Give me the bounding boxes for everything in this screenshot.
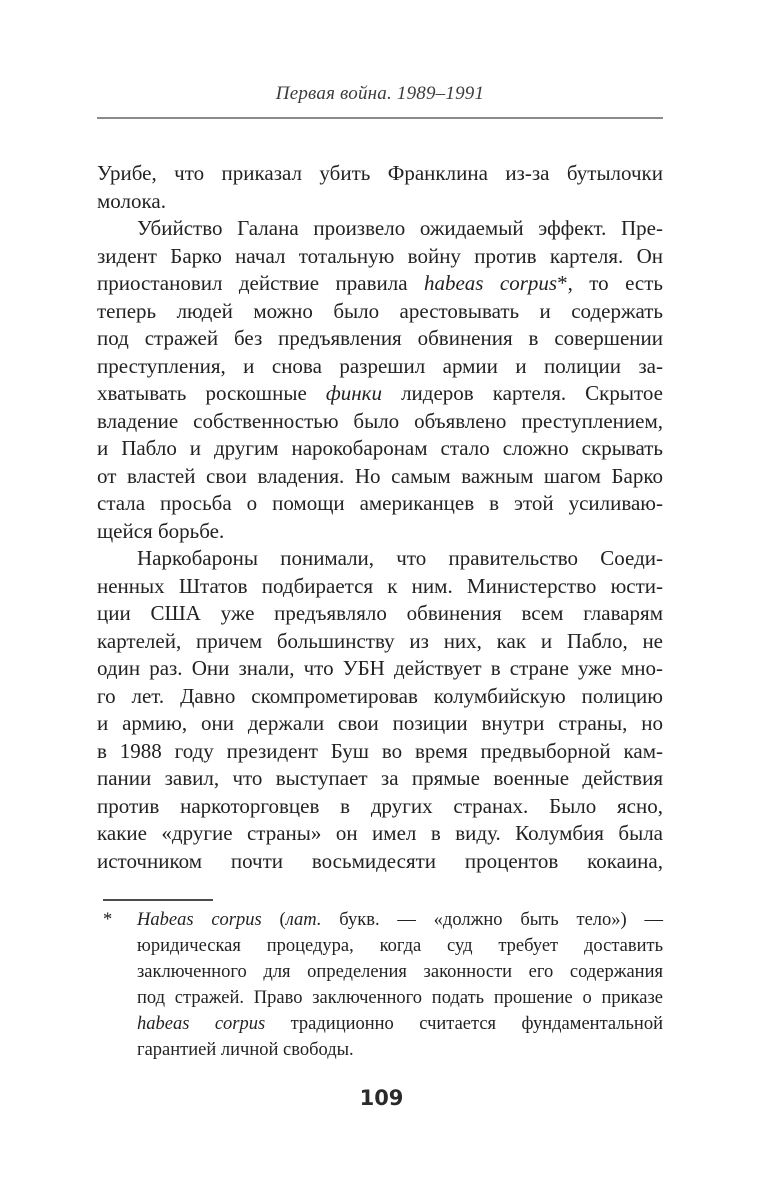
text-line: habeas corpus традиционно считается фундаментальной [137,1014,663,1034]
text-line: какие «другие страны» он имел в виду. Колумбия была [97,821,663,845]
text-line: приостановил действие правила habeas corpus*, то есть [97,271,663,295]
footnote-lines [97,907,663,1063]
text-line: ненных Штатов подбирается к ним. Министерство юсти- [97,573,663,598]
text-line: зидент Барко начал тотальную войну против картеля. Он [97,243,663,268]
text-line: гарантией личной свободы. [137,1040,354,1060]
text-line: в 1988 году президент Буш во время предвыборной кам- [97,738,663,763]
text-line: юридическая процедура, когда суд требует доставить [137,936,663,956]
text-line: один раз. Они знали, что УБН действует в стране уже мно- [97,656,663,680]
footnote [97,907,663,1063]
text-line: под стражей. Право заключенного подать прошение о приказе [137,988,663,1008]
text-line: картелей, причем большинству из них, как и Пабло, не [97,628,663,653]
text-line: го лет. Давно скомпрометировав колумбийскую полицию [97,683,663,708]
text-line: источником почти восьмидесяти процентов кокаина, [97,848,663,873]
page-number: 109 [359,1086,404,1110]
text-line: щейся борьбе. [97,518,225,543]
text-line: от властей свои владения. Но самым важным шагом Барко [97,463,663,488]
text-line: владение собственностью было объявлено преступлением, [97,408,663,433]
text-line: пании завил, что выступает за прямые военные действия [97,766,663,790]
text-line: ции США уже предъявляло обвинения всем главарям [97,601,663,625]
text-line: и армию, они держали свои позиции внутри страны, но [97,711,663,735]
header-rule [97,117,663,119]
text-line: стала просьба о помощи американцев в этой усиливаю- [97,491,663,515]
text-line: под стражей без предъявления обвинения в совершении [97,326,663,350]
text-line: Урибе, что приказал убить Франклина из-за бутылочки [97,161,663,185]
running-header: Первая война. 1989–1991 [275,83,485,104]
footnote-separator [103,899,213,901]
text-line: Наркобароны понимали, что правительство Соеди- [137,546,663,570]
text-line: заключенного для определения законности его содержания [137,962,663,982]
body-text [97,160,663,875]
text-line: хватывать роскошные финки лидеров картеля. Скрытое [97,381,663,405]
text-line: молока. [97,188,166,213]
footnote-marker: * [103,910,113,930]
text-line: преступления, и снова разрешил армии и полиции за- [97,353,663,378]
text-line: Habeas corpus (лат. букв. — «должно быть тело») — [137,910,663,930]
text-line: и Пабло и другим нарокобаронам стало сложно скрывать [97,436,663,460]
text-line: теперь людей можно было арестовывать и содержать [97,298,663,323]
text-line: против наркоторговцев в других странах. Было ясно, [97,793,663,818]
text-line: Убийство Галана произвело ожидаемый эффект. Пре- [137,216,663,240]
